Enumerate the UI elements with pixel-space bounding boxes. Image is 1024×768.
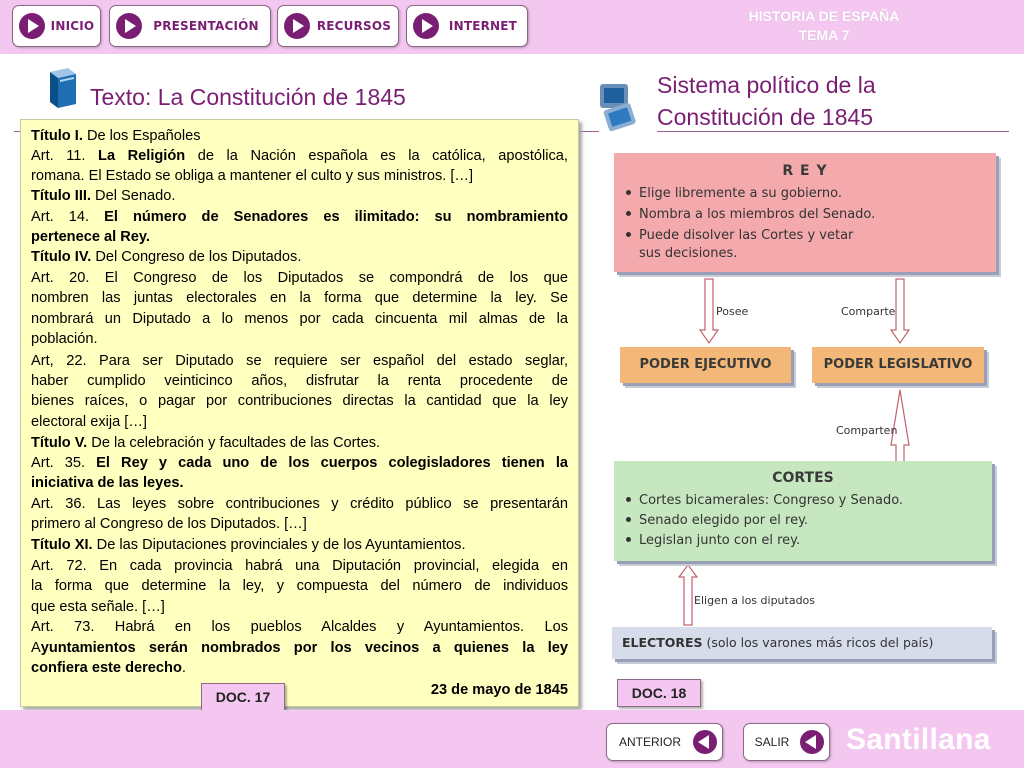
cortes-title: CORTES [772,470,834,486]
text-line: primero al Congreso de los Diputados. […] [31,516,307,532]
recursos-label: RECURSOS [316,19,392,33]
document-date: 23 de mayo de 1845 [430,682,568,698]
text-line: Título IV. Del Congreso de los Diputados. [31,249,302,265]
course-unit: TEMA 7 [798,27,850,43]
play-icon [413,13,439,39]
presentacion-label: PRESENTACIÓN [153,19,259,33]
comparten-label: Comparten [836,424,898,437]
text-line: Art. 72. En cada provincia habrá una Diputación provincial, elegida en [31,558,568,574]
text-line: Título I. De los Españoles [31,128,201,144]
text-line: romana. El Estado se obliga a mantener el culto y sus ministros. […] [31,168,474,184]
text-line: electoral exija […] [31,414,147,430]
book-icon [46,66,80,110]
electores-box [612,627,992,659]
text-line: nombren las juntas electorales en la forma que determine la ley. Se [31,290,568,306]
diagram-title-line-2: Constitución de 1845 [657,104,874,130]
political-system-diagram [606,145,1006,670]
text-line: haber cumplido veinticinco años, disfrutar la renta procedente de [31,373,568,389]
publisher-logo: Santillana [846,723,991,756]
text-line: Art. 73. Habrá en los pueblos Alcaldes y Ayuntamientos. Los [31,619,568,635]
diagram-title-line-1: Sistema político de la [657,72,876,98]
inicio-label: INICIO [50,19,95,33]
cortes-box [614,461,992,561]
divider [657,131,1009,132]
eligen-label: Eligen a los diputados [694,594,816,607]
comparte-label: Comparte [841,305,896,318]
internet-button[interactable] [406,5,528,47]
text-line: Art. 36. Las leyes sobre contribuciones y crédito público se presentarán [31,496,568,512]
salir-label: SALIR [754,735,790,749]
cortes-item: Cortes bicamerales: Congreso y Senado. [626,492,903,509]
back-arrow-icon [800,730,824,754]
electores-text: ELECTORES (solo los varones más ricos del país) [622,635,934,650]
play-icon [19,13,45,39]
rey-title: R E Y [782,163,828,179]
text-line: Título V. De la celebración y facultades de las Cortes. [31,435,381,451]
text-line: iniciativa de las leyes. [31,475,184,491]
diagram-arrows [606,145,1006,670]
anterior-label: ANTERIOR [618,735,681,749]
cortes-item: Senado elegido por el rey. [626,512,808,529]
back-arrow-icon [693,730,717,754]
inicio-button[interactable] [12,5,101,47]
text-line: Art, 22. Para ser Diputado se requiere ser español del estado seglar, [31,353,568,369]
text-line: nombrará un Diputado a lo menos por cada cincuenta mil almas de la [31,311,568,327]
text-line: Ayuntamientos serán nombrados por los vecinos a quienes la ley [31,640,568,656]
recursos-button[interactable] [277,5,399,47]
doc-17-label: DOC. 17 [201,683,285,711]
text-line: Art. 35. El Rey y cada uno de los cuerpos colegisladores tienen la [31,455,568,471]
text-line: confiera este derecho. [31,660,186,676]
text-line: la forma que determine la ley, y compuesta del número de individuos [31,578,568,594]
text-line: población. [31,331,98,347]
text-line: Art. 14. El número de Senadores es ilimitado: su nombramiento [31,209,568,225]
text-line: Art. 11. La Religión de la Nación española es la católica, apostólica, [31,148,568,164]
poder-legislativo-title: PODER LEGISLATIVO [823,357,973,372]
salir-button[interactable] [743,723,830,761]
presentacion-button[interactable] [109,5,271,47]
text-line: bienes raíces, o pagar por contribuciones directas la cantidad que la ley [31,393,568,409]
rey-item-continuation: sus decisiones. [639,246,738,261]
constitution-text-panel [20,119,579,707]
doc-18-label: DOC. 18 [617,679,701,707]
anterior-button[interactable] [606,723,723,761]
course-title [724,7,924,45]
cortes-item: Legislan junto con el rey. [626,532,800,549]
text-line: que esta señale. […] [31,599,165,615]
poder-ejecutivo-box [620,347,791,383]
internet-label: INTERNET [448,19,518,33]
rey-item: Puede disolver las Cortes y vetar [626,227,853,244]
text-line: Título III. Del Senado. [31,188,176,204]
diagram-section-title [657,69,876,133]
play-icon [116,13,142,39]
posee-label: Posee [716,305,749,318]
text-section-title: Texto: La Constitución de 1845 [90,84,406,110]
poder-legislativo-box [812,347,984,383]
text-line: Título XI. De las Diputaciones provinciales y de los Ayuntamientos. [31,537,466,553]
rey-item: Nombra a los miembros del Senado. [626,206,875,223]
play-icon [284,13,310,39]
text-line: Art. 20. El Congreso de los Diputados se compondrá de los que [31,270,568,286]
computer-icon [596,80,640,134]
poder-ejecutivo-title: PODER EJECUTIVO [639,357,772,372]
rey-item: Elige libremente a su gobierno. [626,185,842,202]
course-subject: HISTORIA DE ESPAÑA [748,8,900,24]
text-line: pertenece al Rey. [31,229,150,245]
